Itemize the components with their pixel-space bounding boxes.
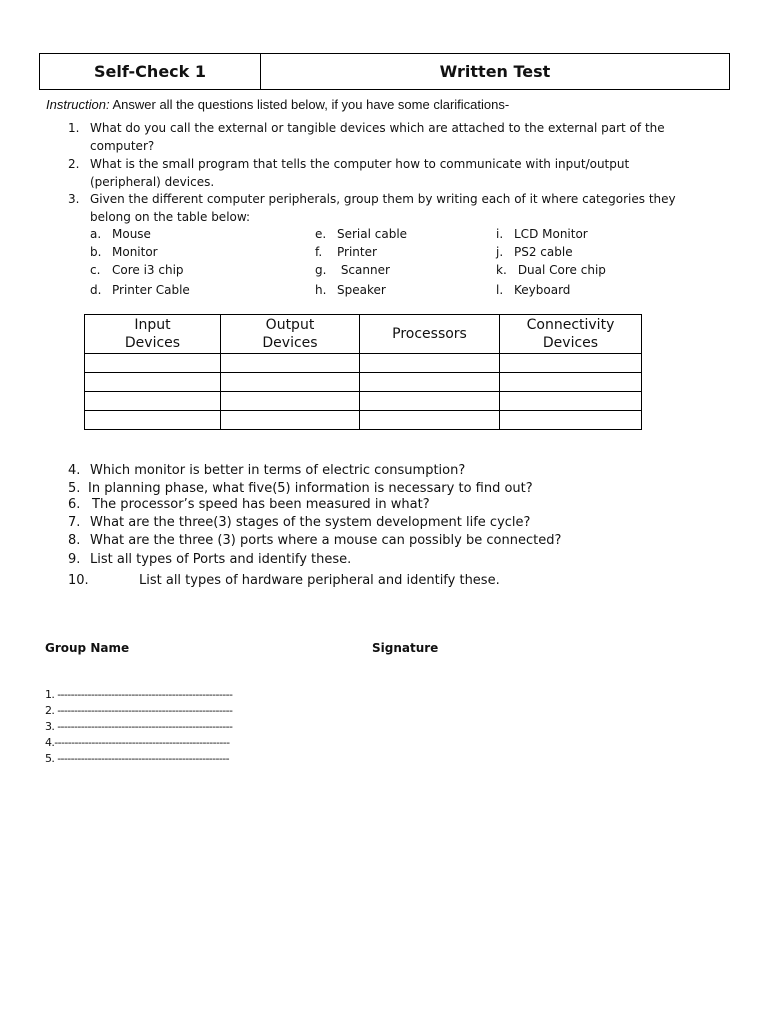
option-item: b. Monitor — [90, 245, 158, 259]
option-item: e. Serial cable — [315, 227, 408, 241]
instruction-text: Answer all the questions listed below, if you have some clarifications- — [109, 97, 510, 112]
option-item: c. Core i3 chip — [90, 263, 184, 277]
question-number: 2. — [68, 157, 80, 171]
option-item: h. Speaker — [315, 283, 386, 297]
group-name-label: Group Name — [45, 641, 130, 655]
column-header-processors: Processors — [360, 315, 500, 354]
instruction-label: Instruction: — [46, 97, 110, 112]
question-10: 10. List all types of hardware peripheral and identify these. — [68, 573, 500, 588]
self-check-title: Self-Check 1 — [40, 54, 261, 89]
option-item: i. LCD Monitor — [496, 227, 588, 241]
question-text: (peripheral) devices. — [90, 175, 215, 189]
option-item: k. Dual Core chip — [496, 263, 606, 277]
table-cell[interactable] — [221, 392, 360, 411]
column-header-output-devices: Output Devices — [221, 315, 360, 354]
table-row — [85, 411, 642, 430]
question-number: 3. — [68, 192, 80, 206]
column-header-connectivity-devices: Connectivity Devices — [500, 315, 642, 354]
table-cell[interactable] — [360, 392, 500, 411]
question-8: 8. What are the three (3) ports where a mouse can possibly be connected? — [68, 533, 562, 548]
question-text: Given the different computer peripherals, group them by writing each of it where categories they — [90, 192, 676, 206]
instruction — [46, 97, 509, 112]
title-table — [39, 53, 730, 90]
option-item: d. Printer Cable — [90, 283, 190, 297]
table-row — [85, 392, 642, 411]
group-member-line-5[interactable]: 5. --------------------------------------------------- — [45, 752, 230, 765]
question-7: 7. What are the three(3) stages of the system development life cycle? — [68, 515, 531, 530]
question-text: computer? — [90, 139, 155, 153]
table-cell[interactable] — [500, 392, 642, 411]
group-member-line-1[interactable]: 1. ---------------------------------------------------- — [45, 688, 233, 701]
table-cell[interactable] — [500, 354, 642, 373]
question-number: 1. — [68, 121, 80, 135]
question-text: belong on the table below: — [90, 210, 251, 224]
table-cell[interactable] — [221, 354, 360, 373]
question-5: 5. In planning phase, what five(5) information is necessary to find out? — [68, 481, 533, 496]
group-member-line-3[interactable]: 3. ---------------------------------------------------- — [45, 720, 233, 733]
table-row — [85, 373, 642, 392]
signature-label: Signature — [372, 641, 439, 655]
question-text: What do you call the external or tangible devices which are attached to the external part of the — [90, 121, 665, 135]
question-9: 9. List all types of Ports and identify these. — [68, 552, 352, 567]
option-item: l. Keyboard — [496, 283, 571, 297]
table-row — [85, 354, 642, 373]
table-cell[interactable] — [85, 392, 221, 411]
table-cell[interactable] — [221, 373, 360, 392]
table-cell[interactable] — [360, 354, 500, 373]
option-item: f. Printer — [315, 245, 377, 259]
table-cell[interactable] — [85, 354, 221, 373]
table-cell[interactable] — [500, 373, 642, 392]
table-cell[interactable] — [221, 411, 360, 430]
written-test-title: Written Test — [439, 62, 551, 81]
question-4: 4. Which monitor is better in terms of electric consumption? — [68, 463, 466, 478]
question-6: 6. The processor’s speed has been measured in what? — [68, 497, 430, 512]
category-table — [84, 314, 642, 430]
column-header-input-devices: Input Devices — [85, 315, 221, 354]
question-text: What is the small program that tells the computer how to communicate with input/output — [90, 157, 630, 171]
option-item: j. PS2 cable — [496, 245, 573, 259]
group-member-line-4[interactable]: 4.---------------------------------------------------- — [45, 736, 230, 749]
table-cell[interactable] — [500, 411, 642, 430]
table-cell[interactable] — [85, 373, 221, 392]
table-cell[interactable] — [360, 411, 500, 430]
option-item: g. Scanner — [315, 263, 390, 277]
group-member-line-2[interactable]: 2. ---------------------------------------------------- — [45, 704, 233, 717]
table-header-row — [85, 315, 642, 354]
table-cell[interactable] — [360, 373, 500, 392]
option-item: a. Mouse — [90, 227, 151, 241]
table-cell[interactable] — [85, 411, 221, 430]
